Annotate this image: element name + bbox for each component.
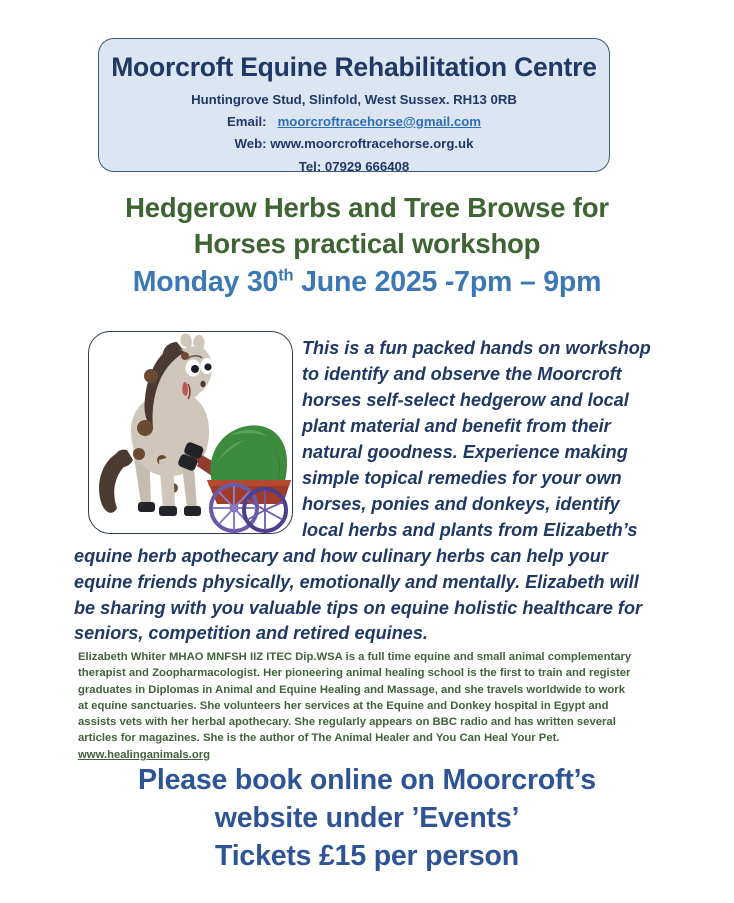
presenter-biography	[78, 649, 634, 763]
date-prefix: Monday 30	[132, 266, 279, 298]
workshop-description	[74, 336, 662, 647]
date-suffix: June 2025 -7pm – 9pm	[293, 266, 602, 298]
workshop-title	[0, 190, 734, 263]
healing-animals-link[interactable]: www.healinganimals.org	[78, 748, 211, 761]
workshop-date-time	[0, 266, 734, 299]
booking-line-1: Please book online on Moorcroft’s	[138, 764, 596, 796]
address-line: Huntingrove Stud, Slinfold, West Sussex. RH13 0RB	[191, 91, 517, 107]
workshop-description-text: This is a fun packed hands on workshop to identify and observe the Moorcroft horses self-select hedgerow and local plant material and benefit from their natural goodness. Experience making simple topical remedies for your own horses, ponies and donkeys, identify local herbs and plants from Elizabeth’s equine herb apothecary and how culinary herbs can help your equine friends physically, emotionally and mentally. Elizabeth will be sharing with you valuable tips on equine holistic healthcare for seniors, competition and retired equines.	[74, 338, 651, 644]
date-ordinal-suffix: th	[278, 265, 294, 285]
email-line	[99, 111, 609, 132]
telephone-line: Tel: 07929 666408	[298, 158, 410, 174]
contact-header-box	[98, 38, 610, 172]
workshop-title-line-2: Horses practical workshop	[193, 228, 541, 260]
booking-line-2: website under ’Events’	[214, 801, 520, 834]
ticket-price-line: Tickets £15 per person	[215, 839, 519, 872]
email-label: Email:	[227, 114, 267, 130]
organisation-name: Moorcroft Equine Rehabilitation Centre	[111, 52, 597, 82]
illustration-text-wrap-spacer	[74, 336, 302, 542]
presenter-biography-text: Elizabeth Whiter MHAO MNFSH IIZ ITEC Dip.WSA is a full time equine and small animal complementary therapist and Zoopharmacologist. Her pioneering animal healing school is the first to train and register graduates in Diplomas in Animal and Equine Healing and Massage, and she travels worldwide to work at equine sanctuaries. She volunteers her services at the Equine and Donkey hospital in Egypt and assists vets with her herbal apothecary. She regularly appears on BBC radio and has written several articles for magazines. She is the author of The Animal Healer and You Can Heal Your Pet.	[78, 651, 632, 745]
workshop-title-line-1: Hedgerow Herbs and Tree Browse for	[125, 192, 609, 223]
booking-instructions	[0, 762, 734, 876]
email-link[interactable]: moorcroftracehorse@gmail.com	[277, 114, 481, 130]
website-line: Web: www.moorcroftracehorse.org.uk	[234, 136, 474, 152]
